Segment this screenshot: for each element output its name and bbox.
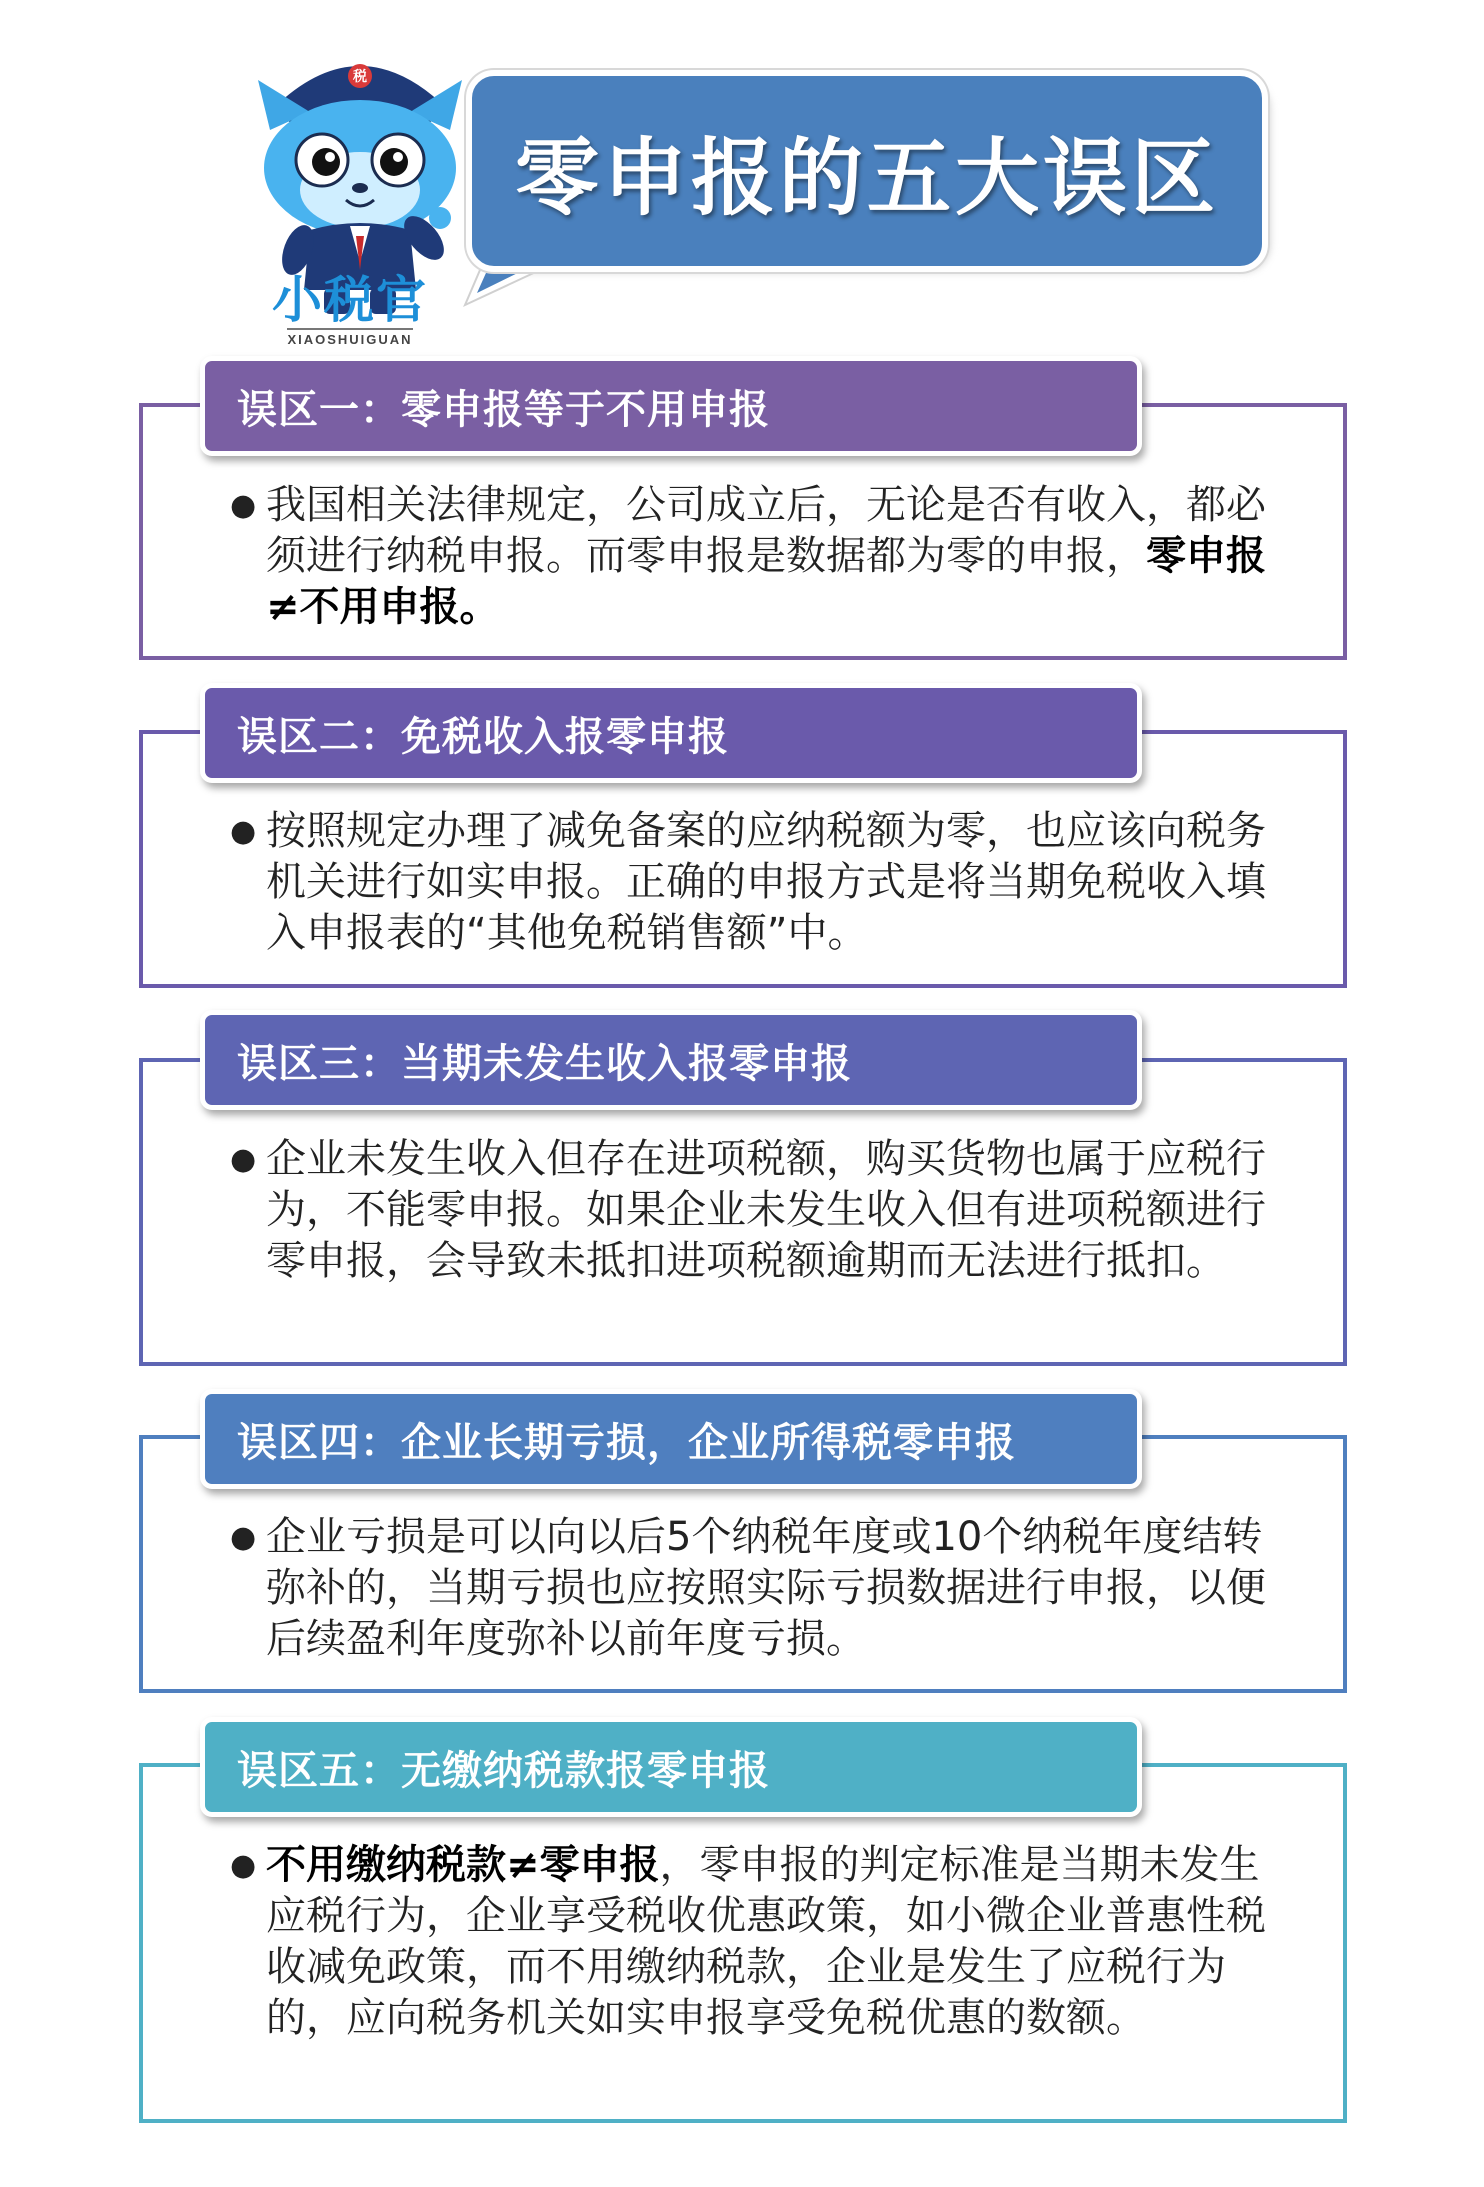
bullet-icon: ● (230, 488, 257, 523)
section-body: ● 不用缴纳税款≠零申报，零申报的判定标准是当期未发生应税行为，企业享受税收优惠政策，如小微企业普惠性税收减免政策，而不用缴纳税款，企业是发生了应税行为的，应向税务机关如实申报享受免税优惠的数额。 (230, 1842, 1266, 2041)
bullet-icon: ● (230, 1142, 257, 1177)
section-heading: 误区三：当期未发生收入报零申报 (200, 1010, 1142, 1110)
brand-name: 小税官 (272, 271, 428, 329)
hat-badge: 税 (353, 69, 367, 85)
section-body: ● 按照规定办理了减免备案的应纳税额为零，也应该向税务机关进行如实申报。正确的申报方式是将当期免税收入填入申报表的“其他免税销售额”中。 (230, 808, 1266, 956)
bullet-icon: ● (230, 1520, 257, 1555)
brand-name-pinyin: XIAOSHUIGUAN (287, 328, 412, 347)
bullet-icon: ● (230, 814, 257, 849)
section-body: ● 企业未发生收入但存在进项税额，购买货物也属于应税行为，不能零申报。如果企业未发生收入但有进项税额进行零申报，会导致未抵扣进项税额逾期而无法进行抵扣。 (230, 1136, 1266, 1284)
section-heading: 误区二：免税收入报零申报 (200, 683, 1142, 783)
section-heading: 误区四：企业长期亏损，企业所得税零申报 (200, 1389, 1142, 1489)
section-heading: 误区五：无缴纳税款报零申报 (200, 1717, 1142, 1817)
section-body: ● 我国相关法律规定，公司成立后，无论是否有收入，都必须进行纳税申报。而零申报是数据都为零的申报，零申报≠不用申报。 (230, 482, 1266, 630)
bullet-icon: ● (230, 1848, 257, 1883)
brand-logo (250, 272, 450, 348)
page-title: 零申报的五大误区 (514, 128, 1219, 227)
section-body: ● 企业亏损是可以向以后5个纳税年度或10个纳税年度结转弥补的，当期亏损也应按照实际亏损数据进行申报，以便后续盈利年度弥补以前年度亏损。 (230, 1514, 1266, 1662)
section-heading: 误区一：零申报等于不用申报 (200, 356, 1142, 456)
